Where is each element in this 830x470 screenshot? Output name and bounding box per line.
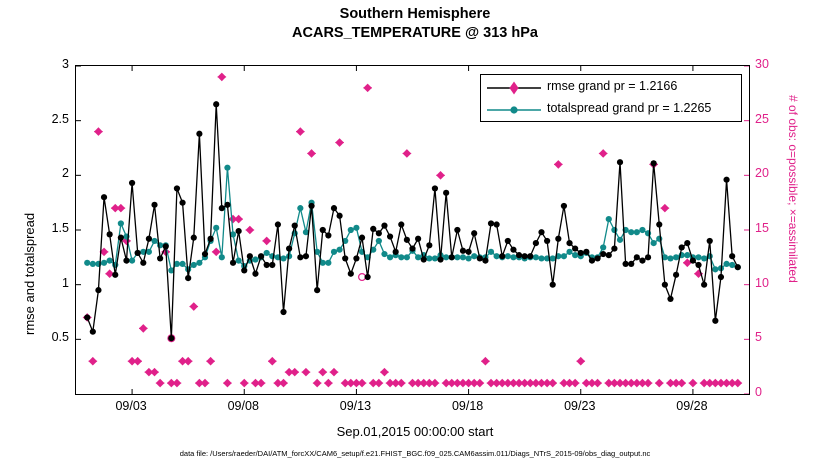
y-axis-right-tick: 15	[755, 221, 769, 235]
legend-item-totalspread	[481, 98, 743, 122]
x-axis-label: Sep.01,2015 00:00:00 start	[336, 424, 494, 439]
y-axis-left-label: rmse and totalspread	[22, 212, 37, 335]
y-axis-left-tick: 1	[62, 275, 69, 290]
y-axis-left-tick: 3	[62, 57, 69, 71]
x-axis-tick: 09/28	[676, 399, 708, 413]
y-axis-right-label: # of obs: o=possible; ×=assimilated	[786, 95, 800, 283]
legend-sample-rmse	[485, 76, 545, 100]
y-axis-left-tick: 2	[62, 166, 69, 181]
x-axis-tick: 09/18	[451, 399, 484, 413]
y-axis-left-tick: 1.5	[51, 221, 69, 235]
y-axis-right-tick: 20	[755, 166, 769, 181]
y-axis-right-tick: 10	[755, 275, 769, 290]
legend-item-rmse	[481, 76, 743, 100]
data-file-caption: data file: /Users/raeder/DAI/ATM_forcXX/CAM6_setup/f.e21.FHIST_BGC.f09_025.CAM6assim.011/Diags_NTrS_2015-09/obs_diag_output.nc	[179, 449, 651, 458]
legend-sample-totalspread	[485, 98, 545, 122]
x-axis-tick: 09/08	[227, 399, 259, 413]
chart-title-line2: ACARS_TEMPERATURE @ 313 hPa	[292, 25, 538, 41]
x-axis-tick: 09/13	[339, 399, 372, 413]
legend-label-rmse: rmse grand pr = 1.2166	[547, 79, 678, 93]
x-axis-tick: 09/23	[564, 399, 596, 413]
chart-legend	[480, 74, 742, 122]
y-axis-right-tick: 25	[755, 111, 769, 126]
legend-label-totalspread: totalspread grand pr = 1.2265	[547, 101, 712, 115]
y-axis-left-tick: 2.5	[51, 111, 69, 126]
chart-title-line1: Southern Hemisphere	[339, 6, 491, 22]
y-axis-right-tick: 5	[755, 330, 762, 345]
y-axis-left-tick: 0.5	[51, 330, 69, 345]
y-axis-right-tick: 30	[755, 57, 769, 71]
x-axis-tick: 09/03	[115, 399, 147, 413]
y-axis-right-tick: 0	[755, 385, 762, 399]
